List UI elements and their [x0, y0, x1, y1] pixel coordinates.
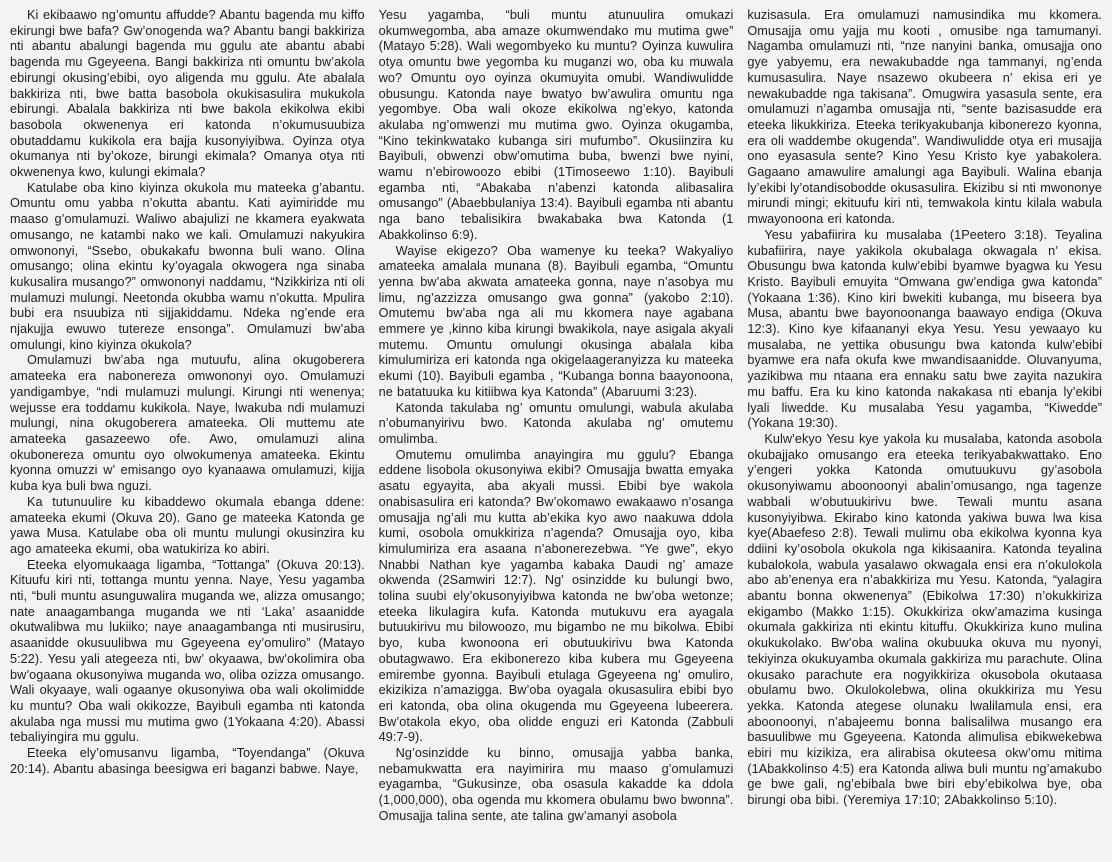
paragraph: Yesu yagamba, “buli muntu atunuulira omukazi okumwegomba, aba amaze okumwendako mu mutima gwe” (Matayo 5:28). Wali wegombyeko ku muntu? Oyinza kuwulira otya omuntu bwe yegomba ku muganzi wo, oba ku muwala wo? Omuntu oyo oyinza okumuyita omubi. Wandiwulidde obusungu. Katonda naye bwatyo bw’awulira omuntu nga yegombye. Oba wali okoze ekikolwa ng’ekyo, katonda akulaba ng’omwenzi mu mutima gwo. Oyinza okugamba, “Kino tekinkwatako kubanga siri mufumbo”. Okusiinzira ku Bayibuli, obwenzi obw’omutima buba, bwenzi bwe nyini, wamu n’ebirowoozo ebibi (1Timoseewo 1:10). Bayibuli egamba nti, “Abakaba n’abenzi katonda alibasalira omusango” (Abaebbulaniya 13:4). Bayibuli egamba nti abantu nga bano tebalisikira bwakabaka bwa Katonda (1 Abakkolinso 6:9).	[378, 8, 734, 242]
text-column-1	[10, 8, 365, 854]
paragraph: Wayise ekigezo? Oba wamenye ku teeka? Wakyaliyo amateeka amalala munana (8). Bayibuli egamba, “Omuntu yenna bw’aba akwata amateeka gonna, naye n’asobya mu limu, ng’azzizza omusango gwa gonna” (yakobo 2:10). Omutemu bw’aba nga ali mu kkomera naye agabana emmere ye ,kinno kiba kirungi bwakikola, naye asigala akyali mutemu. Omuntu omulungi okusinga abalala kiba kimulumiriza eri katonda nga okigelaageranyizza ku mateeka ekumi (10). Bayibuli egamba , “Kubanga bonna baayonoona, ne batatuuka ku kitiibwa kya Katonda” (Abaruumi 3:23).	[378, 243, 734, 399]
paragraph: Yesu yabafiirira ku musalaba (1Peetero 3:18). Teyalina kubafiirira, naye yakikola okubalaga okwagala n’ ekisa. Obusungu bwa katonda kulw’ebibi byamwe byagwa ku Yesu Kristo. Bayibuli emuyita “Omwana gw’endiga gwa katonda” (Yokaana 1:36). Kino kiri bwekiti kubanga, mu biseera bya Musa, abantu bwe bayonoonanga baawayo endiga (Okuva 12:3). Kino kye kifaananyi ekya Yesu. Yesu yewaayo ku musalaba, ne yettika obusungu bwa katonda kulw’ebibi byamwe era nafa okufa kwe mwandisaanidde. Oluvanyuma, yazikibwa mu ntaana era ennaku satu bwe zayita nazukira mu baffu. Era ku kino katonda nakakasa nti ebanja ly’ekibi lyali liwedde. Ku musalaba Yesu yagamba, “Kiwedde” (Yokana 19:30).	[747, 227, 1103, 431]
text-column-2	[379, 8, 734, 854]
paragraph: Ki ekibaawo ng’omuntu affudde? Abantu bagenda mu kiffo ekirungi bwe bafa? Gw’onogenda wa? Abantu bangi bakkiriza nti abantu abalungi bagenda mu ggulu ate abantu ababi bagenda mu Ggeyeena. Bangi bakkiriza nti omuntu bw’akola ebirungi okusing’ebibi, oyo aligenda mu ggulu. Ate abalala bakkiriza nti, bwe batta basobola okukisasulira mukukola ebirungi. Abalala bakkiriza nti bwe bakola ekikolwa ekibi basobola okwenenya eri katonda n’okumusuubiza obutaddamu kukikola era bajja kusonyiyibwa. Oyinza otya okumanya nti by’okoze, birungi ekimala? Omanya otya nti okwenenya kwo, kulungi ekimala?	[10, 8, 365, 180]
paragraph: Katonda takulaba ng’ omuntu omulungi, wabula akulaba n’obumanyirivu bwo. Katonda akulaba ng’ omutemu omulimba.	[378, 400, 734, 446]
paragraph: Ng’osinzidde ku binno, omusajja yabba banka, nebamukwatta era nayimirira mu maaso g’omulamuzi eyagamba, “Gukusinze, oba osasula kakadde ka ddola (1,000,000), oba ogenda mu kkomera obulamu bwo bwonna”. Omusajja talina sente, ate talina gw’amanyi asobola	[378, 746, 734, 823]
text-column-3	[747, 8, 1102, 854]
paragraph: Eteeka elyomukaaga ligamba, “Tottanga” (Okuva 20:13). Kituufu kiri nti, tottanga muntu yenna. Naye, Yesu yagamba nti, “buli muntu asunguwalira muganda we, alizza omusango; nate anaagambanga muganda we nti ‘Laka’ asaanidde okutwalibwa mu lukiiko; naye anaagambanga nti musirusiru, asaanidde okusuulibwa mu Ggeyeena ey’omuliro” (Matayo 5:22). Yesu yali ategeeza nti, bw’ okyaawa, bw’okolimira oba bw’ogaana okusonyiwa muganda wo, oliba ozizza omusango. Wali okyaaye, wali ogaanye okusonyiwa oba wali okolimidde ku muntu? Oba wali okikozze, Bayibuli egamba nti katonda akulaba nga mussi mu mutima gwo (1Yokaana 4:20). Abassi tebaliyingira mu ggulu.	[10, 557, 365, 745]
paragraph: kuzisasula. Era omulamuzi namusindika mu kkomera. Omusajja omu yajja mu kooti , omusibe nga tamumanyi. Nagamba omulamuzi nti, “nze nanyini banka, omusajja ono gye yabyemu, era newakubadde nga tammanyi, ng’enda kumusasulira. Naye nsazewo okubeera n’ ekisa eri ye newakubadde nga takisana”. Omugwira yasasula sente, era omulamuzi n’agamba omusajja nti, “sente bazisasudde era eteeka likukkiriza. Eteeka terikyakubanja kibonerezo kyonna, era oli waddembe okugenda”. Wandiwulidde otya eri musajja ono eyasasula sente? Kino Yesu Kristo kye yabakolera. Gagaano amawulire amalungi aga Bayibuli. Walina ebanja ly’ekibi ly’otandisobodde okusasulira. Ekizibu si nti mwononye mirundi mingi; ekituufu kiri nti, temwakola kintu kilala wabula mwayonoona eri katonda.	[747, 8, 1103, 227]
paragraph: Omulamuzi bw’aba nga mutuufu, alina okugoberera amateeka era nabonereza omwononyi oyo. Omulamuzi yandigambye, “ndi mulamuzi mulungi. Kirungi nti wenenya; wejusse era toddamu kukikola. Naye, lwakuba ndi mulamuzi mulungi, nina okugoberera amateeka. Oli muttemu ate amateeka gasazeewo ofe. Awo, omulamuzi alina okubonereza omuntu oyo olwokumenya amateeka. Ekintu kyonna omuzzi w’ emisango oyo kyanaawa omulamuzi, kijja kuba kya buli bwa nguzi.	[10, 353, 365, 494]
paragraph: Katulabe oba kino kiyinza okukola mu mateeka g’abantu. Omuntu omu yabba n’okutta abantu. Kati ayimiridde mu maaso g’omulamuzi. Waliwo abajulizi ne kkamera eyakwata omusango, ne katambi nako we kali. Omulamuzi nakyukira omwononyi, “Ssebo, obukakafu bwonna buli wano. Olina omusango; olina ekintu ky’oyagala okwogera nga sinaba kukusalira musango?” omwononyi naddamu, “Nzikkiriza nti oli mulamuzi mulungi. Neetonda okubba wamu n’okutta. Mpulira bubi era nsuubiza nti sijjakiddamu. Ndeka ng’ende era njakujja ewuwo tutereze ensonga”. Omulamuzi bw’aba omulungi, kino kiyinza okukola?	[10, 180, 365, 352]
paragraph: Kulw’ekyo Yesu kye yakola ku musalaba, katonda asobola okubajjako omusango era eteeka terikyabakwattako. Eno y’engeri yokka Katonda omutuukuvu gy’asobola okusonyiwamu aboonoonyi abalin’omusango, nga tagenze wabbali w’obutuukirivu bwe. Tewali muntu asana kusonyiyibwa. Ekirabo kino katonda yakiwa buwa lwa kisa kye(Abaefeso 2:8). Tewali mulimu oba ekikolwa kyonna kya ddiini ky’osobola okukola nga kikisaanira. Katonda teyalina kubalokola, wabula yasalawo okwagala ensi era n’okulokola abo ab’enenya era n’abakkiriza mu Yesu. Katonda, “yalagira abantu bonna okwenenya” (Ebikolwa 17:30) n’okukkiriza ekigambo (Makko 1:15). Okukkiriza okw’amazima kusinga okumala gakkiriza nti ekintu kituffu. Okukkiriza kuno mulina okukukolako. Bw’oba walina okubuuka okuva mu nyonyi, tekiyinza okukuyamba okumala gakkiriza mu parachute. Olina okusako parachute era nogyikkiriza okusobola okutaasa obulamu bwo. Okulokolebwa, olina okukkiriza mu Yesu yekka. Katonda ategese olunaku lwalilamula ensi, era aboonoonyi, n’abajeemu bonna balisalilwa musango era basuulibwe mu Ggeyeena. Katonda alimulisa ebikwekebwa ebiri mu kizikiza, era alirabisa okuteesa okw’omu mitima (1Abakkolinso 4:5) era Katonda aliwa buli muntu ng’amakubo ge bwe gali, ng’ebibala bwe biri eby’ebikolwa bye, oba birungi oba bibi. (Yeremiya 17:10; 2Abakkolinso 5:10).	[747, 431, 1103, 808]
paragraph: Omutemu omulimba anayingira mu ggulu? Ebanga eddene lisobola okusonyiwa ekibi? Omusajja bwatta emyaka asatu egyayita, aba akyali mussi. Ebibi bye wakola onabisasulira eri katonda? Bw’okomawo ewakaawo n’osanga omusajja ng’ali mu kutta ab’ekika kyo awo naakuwa ddola kumi, osobola omukkiriza n’agenda? Omusajja oyo, kiba kimulumiriza era asaana n’abonerezebwa. “Ye gwe”, ekyo Nnabbi Nathan kye yagamba kabaka Daudi ng’ amaze okwenda (2Samwiri 12:7). Ng’ osinzidde ku bulungi bwo, tolina suubi ely’okusonyiyibwa katonda ne bw’oba wetonze; eteeka likulagira kufa. Katonda mutukuvu era ayagala butuukirivu mu bilowoozo, mu bigambo ne mu bikolwa. Ebibi byo, kuba kwonoona eri obutuukirivu bwa Katonda obutagwawo. Era ekibonerezo kiba kubera mu Ggeyeena emirembe gyonna. Bayibuli etulaga Ggeyeena ng’ omuliro, ekizikiza n’amazigga. Bw’oba oyagala okusasulira ebibi byo eri katonda, oba olina okugenda mu Ggeyeena lubeerera. Bw’otakola ekyo, oba olidde enguzi eri Katonda (Zabbuli 49:7-9).	[378, 447, 734, 745]
paragraph: Ka tutunuulire ku kibaddewo okumala ebanga ddene: amateeka ekumi (Okuva 20). Gano ge mateeka Katonda ge yawa Musa. Katulabe oba oli muntu mulungi okusinzira ku ago amateeka ekumi, oba watukiriza ko abiri.	[10, 494, 365, 556]
paragraph: Eteeka ely’omusanvu ligamba, “Toyendanga” (Okuva 20:14). Abantu abasinga beesigwa eri baganzi babwe. Naye,	[10, 746, 365, 776]
